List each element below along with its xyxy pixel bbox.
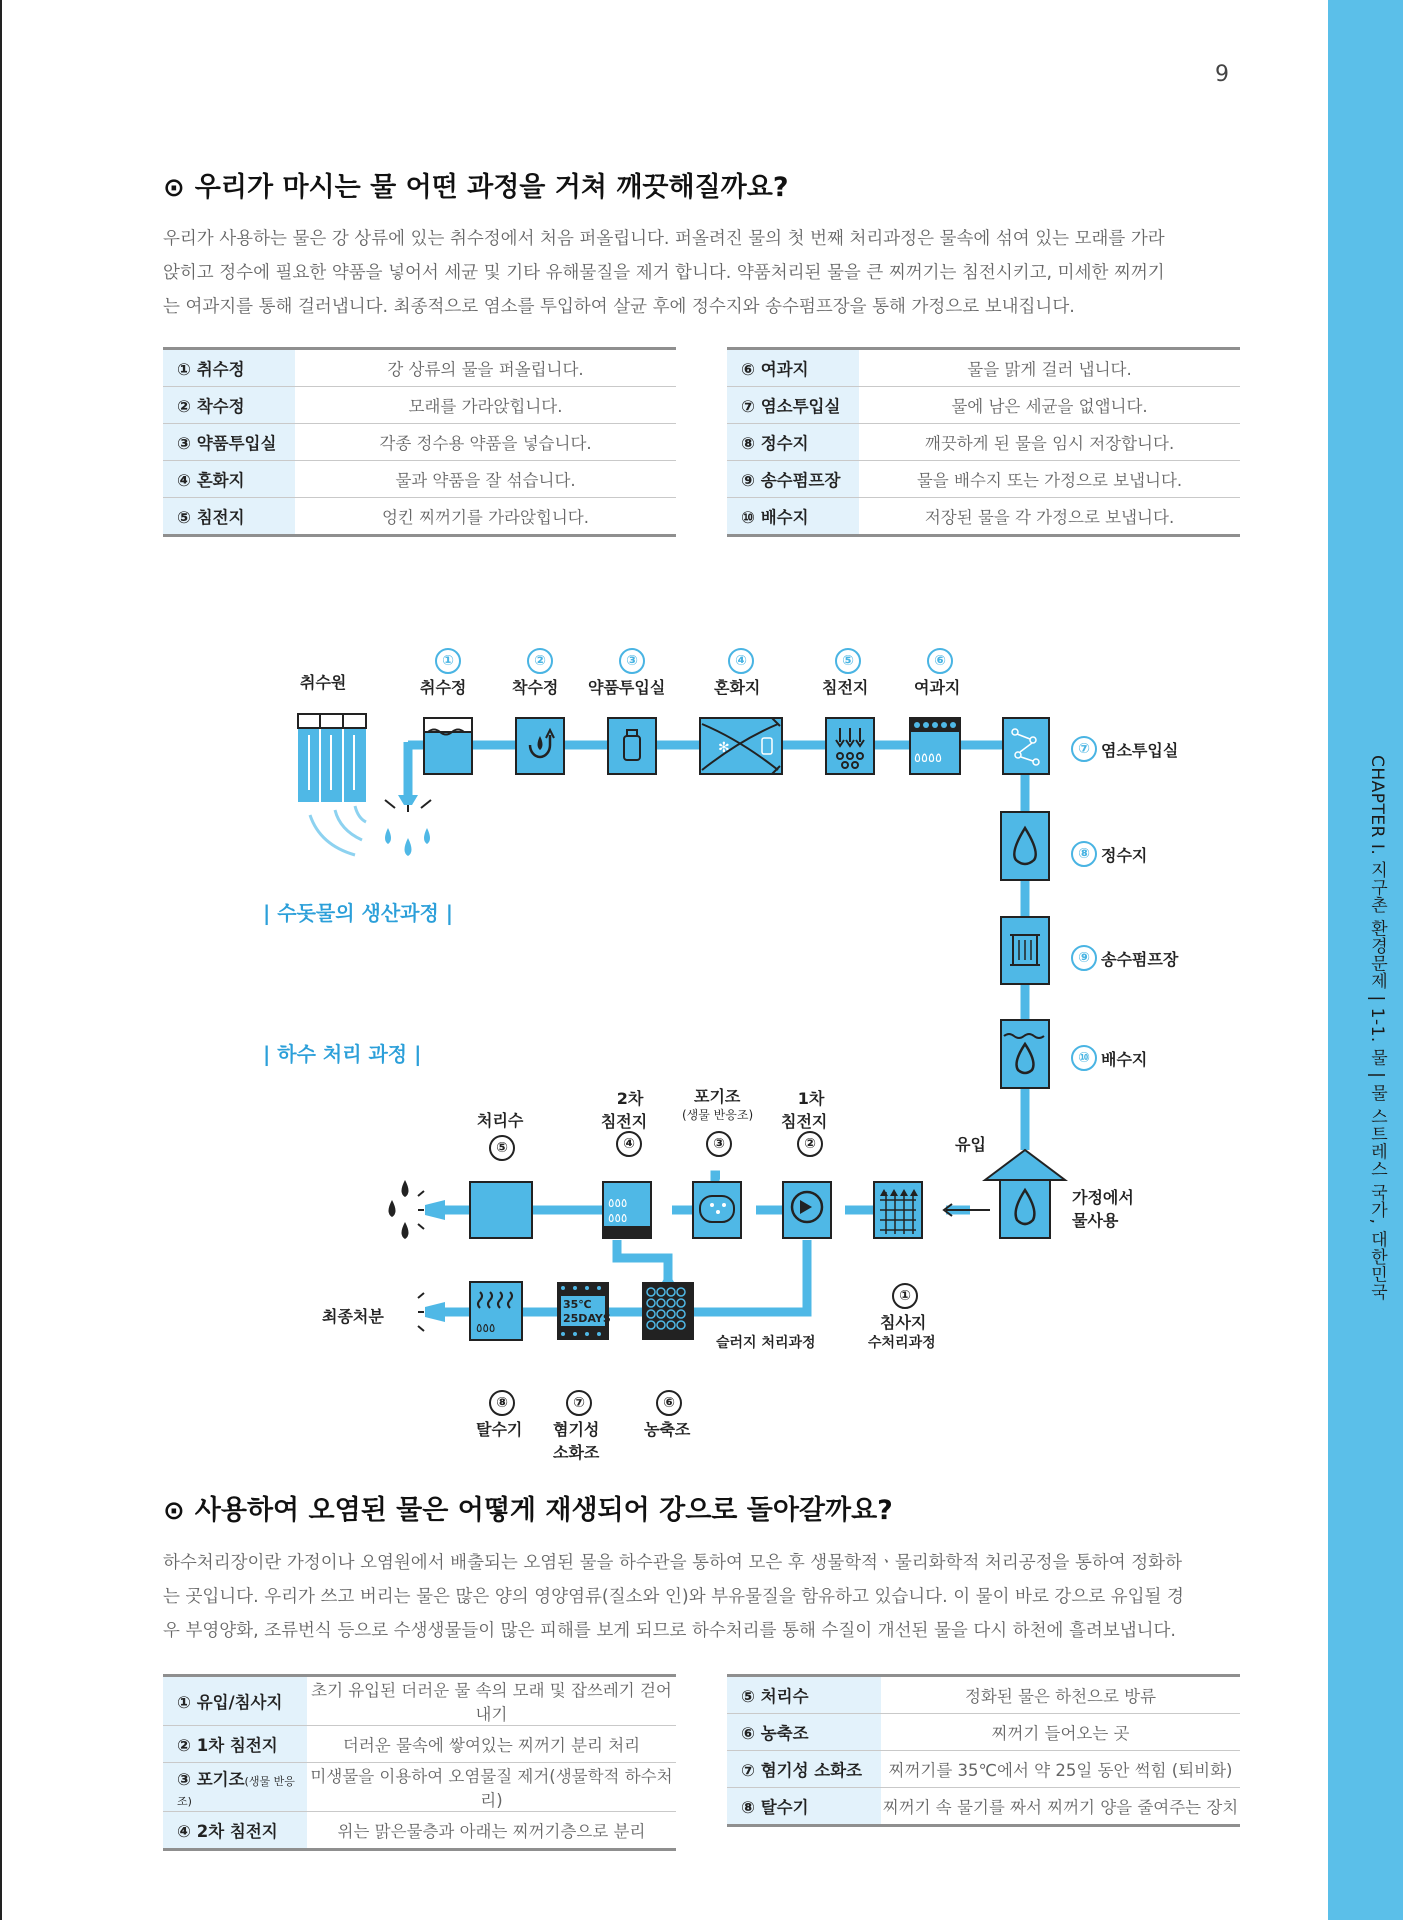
table-key: ④ 혼화지	[163, 461, 295, 498]
chapter-side-text: CHAPTER I. 지구촌 환경문제 | 1-1. 물 | 물 스트레스 국가, 대한민국	[1367, 755, 1387, 1301]
clean-water-tank-box	[1001, 812, 1049, 880]
home-use-line: 물사용	[1072, 1211, 1119, 1230]
table-key: ⑤ 처리수	[727, 1676, 881, 1714]
table-key: ⑥ 농축조	[727, 1714, 881, 1751]
table-key	[163, 1763, 307, 1812]
table-row	[727, 1751, 1240, 1788]
chlorine-room-box	[1003, 718, 1049, 774]
table-row	[727, 1714, 1240, 1751]
filter-basin-box	[910, 718, 960, 774]
treated-water-box	[470, 1182, 532, 1238]
table-key: ⑥ 여과지	[727, 349, 859, 387]
table-key: ⑤ 침전지	[163, 498, 295, 536]
svg-text:٥٥٥: ٥٥٥	[476, 1321, 496, 1335]
table-value: 저장된 물을 각 가정으로 보냅니다.	[859, 498, 1240, 536]
table-value: 미생물을 이용하여 오염물질 제거(생물학적 하수처리)	[307, 1763, 676, 1812]
step-label: 취수정	[420, 678, 467, 697]
table-key: ⑦ 혐기성 소화조	[727, 1751, 881, 1788]
table-value: 더러운 물속에 쌓여있는 찌꺼기 분리 처리	[307, 1726, 676, 1763]
table-key: ⑨ 송수펌프장	[727, 461, 859, 498]
step-label: 착수정	[512, 678, 559, 697]
target-bullet-icon: ⊙	[163, 173, 185, 203]
section2-title	[163, 1488, 893, 1527]
sewage-table-left	[163, 1674, 676, 1851]
paragraph-line: 는 곳입니다. 우리가 쓰고 버리는 물은 많은 양의 영양염류(질소와 인)와 부유물질을 함유하고 있습니다. 이 물이 바로 강으로 유입될 경	[163, 1587, 1184, 1607]
section2-paragraph	[163, 1546, 1239, 1648]
step-number: ⑤	[835, 648, 861, 674]
table-key: ④ 2차 침전지	[163, 1812, 307, 1850]
house-box	[985, 1150, 1065, 1238]
label-line: 소화조	[553, 1443, 600, 1462]
step-label: 정수지	[1101, 846, 1148, 865]
table-key: ① 유입/침사지	[163, 1676, 307, 1726]
label-line: 침전지	[781, 1112, 828, 1131]
spray-lines-icon	[418, 1293, 424, 1331]
sludge-step-number: ⑧	[489, 1390, 515, 1416]
label-line: 침전지	[600, 1112, 648, 1131]
step-number: ③	[619, 648, 645, 674]
sewage-step-number: ②	[797, 1131, 823, 1157]
paragraph-line: 는 여과지를 통해 걸러냅니다. 최종적으로 염소를 투입하여 살균 후에 정수지와 송수펌프장을 통해 가정으로 보내집니다.	[163, 297, 1075, 317]
step-label: 침전지	[822, 678, 869, 697]
reservoir-box	[1001, 1020, 1049, 1088]
table-value: 물을 맑게 걸러 냅니다.	[859, 349, 1240, 387]
sludge-process-label: 슬러지 처리과정	[716, 1335, 816, 1351]
table-value: 물을 배수지 또는 가정으로 보냅니다.	[859, 461, 1240, 498]
step-number: ⑧	[1071, 841, 1097, 867]
target-bullet-icon: ⊙	[163, 1496, 185, 1526]
grit-label: 침사지	[880, 1313, 927, 1332]
outlet-nozzle-icon	[425, 1200, 445, 1220]
table-value: 물과 약품을 잘 섞습니다.	[295, 461, 676, 498]
table-row	[727, 1788, 1240, 1826]
table-key: ⑦ 염소투입실	[727, 387, 859, 424]
svg-text:✻: ✻	[718, 740, 730, 756]
thickener-box	[642, 1282, 694, 1340]
water-treatment-label: 수처리과정	[868, 1335, 936, 1351]
table-value: 깨끗하게 된 물을 임시 저장합니다.	[859, 424, 1240, 461]
table-key: ② 1차 침전지	[163, 1726, 307, 1763]
sedimentation-basin-box	[826, 718, 874, 774]
step-number: ②	[527, 648, 553, 674]
table-key: ⑩ 배수지	[727, 498, 859, 536]
section1-title-text: 우리가 마시는 물 어떤 과정을 거쳐 깨끗해질까요?	[194, 172, 789, 203]
step-label: 약품투입실	[588, 678, 666, 697]
sludge-step-label	[553, 1417, 599, 1463]
source-label: 취수원	[300, 673, 347, 692]
svg-text:٥٥٥: ٥٥٥	[608, 1196, 628, 1210]
paragraph-line: 앉히고 정수에 필요한 약품을 넣어서 세균 및 기타 유해물질을 제거 합니다. 약품처리된 물을 큰 찌꺼기는 침전시키고, 미세한 찌꺼기	[163, 263, 1165, 283]
sewage-step-label	[781, 1086, 828, 1132]
table-value: 강 상류의 물을 퍼올립니다.	[295, 349, 676, 387]
step-label: 배수지	[1101, 1050, 1148, 1069]
table-value: 물에 남은 세균을 없앱니다.	[859, 387, 1240, 424]
label-line: 2차	[616, 1089, 644, 1108]
water-drops-icon	[385, 828, 430, 856]
label-line: 혐기성	[553, 1420, 600, 1439]
table-value: 엉킨 찌꺼기를 가라앉힙니다.	[295, 498, 676, 536]
pumping-station-box	[1001, 917, 1049, 984]
label-line: 1차	[797, 1089, 825, 1108]
table-value: 초기 유입된 더러운 물 속의 모래 및 잡쓰레기 걷어내기	[307, 1676, 676, 1726]
table-value: 찌꺼기 속 물기를 짜서 찌꺼기 양을 줄여주는 장치	[881, 1788, 1240, 1826]
spray-lines-icon	[418, 1191, 424, 1229]
step-label: 여과지	[914, 678, 961, 697]
digester-days: 25DAYS	[563, 1312, 611, 1325]
dehydrator-box	[470, 1282, 522, 1340]
key-text: ③ 포기조	[177, 1769, 245, 1789]
chemical-room-box	[608, 718, 656, 774]
sludge-step-label: 농축조	[644, 1420, 691, 1439]
step-number: ⑦	[1071, 736, 1097, 762]
sludge-step-number: ⑦	[566, 1390, 592, 1416]
final-outlet-icon	[425, 1302, 445, 1322]
sewage-step-number: ④	[616, 1131, 642, 1157]
svg-text:٥٥٥: ٥٥٥	[608, 1211, 628, 1225]
table-key: ⑧ 정수지	[727, 424, 859, 461]
table-value: 모래를 가라앉힙니다.	[295, 387, 676, 424]
table-row	[727, 1676, 1240, 1714]
page-number: 9	[1215, 62, 1229, 87]
paragraph-line: 하수처리장이란 가정이나 오염원에서 배출되는 오염된 물을 하수관을 통하여 모은 후 생물학적ㆍ물리화학적 처리공정을 통하여 정화하	[163, 1553, 1182, 1573]
sewage-step-label: 포기조	[694, 1087, 741, 1106]
table-row	[163, 1812, 676, 1850]
sewage-step-number: ③	[706, 1131, 732, 1157]
table-row	[163, 1763, 676, 1812]
primary-clarifier-box	[783, 1182, 831, 1238]
final-disposal-label: 최종처분	[322, 1307, 384, 1326]
intake-nozzle-icon	[398, 795, 418, 805]
digester-temp: 35℃	[563, 1298, 592, 1311]
aeration-tank-box	[693, 1182, 741, 1238]
sewage-process-title: | 하수 처리 과정 |	[263, 1042, 422, 1066]
inflow-label: 유입	[955, 1135, 986, 1154]
table-value: 정화된 물은 하천으로 방류	[881, 1676, 1240, 1714]
table-key: ① 취수정	[163, 349, 295, 387]
secondary-clarifier-box	[603, 1182, 651, 1238]
home-use-label	[1072, 1185, 1134, 1231]
sewage-table-right	[727, 1674, 1240, 1827]
step-number: ⑥	[927, 648, 953, 674]
paragraph-line: 우 부영양화, 조류번식 등으로 수생생물들이 많은 피해를 보게 되므로 하수처리를 통해 수질이 개선된 물을 다시 하천에 흘려보냅니다.	[163, 1621, 1176, 1641]
sludge-pipe	[693, 1240, 807, 1312]
svg-text:٥٥٥٥: ٥٥٥٥	[914, 751, 942, 766]
anaerobic-digester-box	[557, 1282, 609, 1340]
table-key: ③ 약품투입실	[163, 424, 295, 461]
key-small-text: (생물 반응조)	[177, 1774, 295, 1808]
step-number: ④	[728, 648, 754, 674]
sewage-step-sub: (생물 반응조)	[682, 1108, 754, 1122]
sludge-step-number: ⑥	[656, 1390, 682, 1416]
step-number: ①	[435, 648, 461, 674]
table-value: 각종 정수용 약품을 넣습니다.	[295, 424, 676, 461]
step-label: 혼화지	[714, 678, 761, 697]
table-value: 찌꺼기 들어오는 곳	[881, 1714, 1240, 1751]
table-row	[163, 1676, 676, 1726]
sewage-step-number: ⑤	[489, 1135, 515, 1161]
grit-chamber-box	[874, 1182, 922, 1238]
intake-box	[424, 718, 472, 774]
step-number: ⑩	[1071, 1045, 1097, 1071]
step-number: ⑨	[1071, 945, 1097, 971]
table-key: ⑧ 탈수기	[727, 1788, 881, 1826]
table-value: 찌꺼기를 35℃에서 약 25일 동안 썩힘 (퇴비화)	[881, 1751, 1240, 1788]
discharge-drops-icon	[389, 1180, 409, 1239]
step-label: 염소투입실	[1101, 741, 1179, 760]
table-value: 위는 맑은물층과 아래는 찌꺼기층으로 분리	[307, 1812, 676, 1850]
table-row	[163, 1726, 676, 1763]
mixing-basin-box	[700, 718, 782, 774]
settling-chamber-box	[516, 718, 564, 774]
step-label: 송수펌프장	[1101, 950, 1179, 969]
sewage-step-label: 처리수	[477, 1111, 524, 1130]
paragraph-line: 우리가 사용하는 물은 강 상류에 있는 취수정에서 처음 퍼올립니다. 퍼올려진 물의 첫 번째 처리과정은 물속에 섞여 있는 모래를 가라	[163, 229, 1165, 249]
sludge-step-label: 탈수기	[476, 1420, 523, 1439]
water-source	[298, 714, 366, 855]
table-key: ② 착수정	[163, 387, 295, 424]
grit-number: ①	[892, 1283, 918, 1309]
section2-title-text: 사용하여 오염된 물은 어떻게 재생되어 강으로 돌아갈까요?	[194, 1495, 893, 1526]
sewage-step-label	[600, 1086, 650, 1132]
tap-water-process-title: | 수돗물의 생산과정 |	[263, 901, 454, 925]
home-use-line: 가정에서	[1072, 1188, 1134, 1207]
sludge-pipe	[617, 1240, 668, 1282]
